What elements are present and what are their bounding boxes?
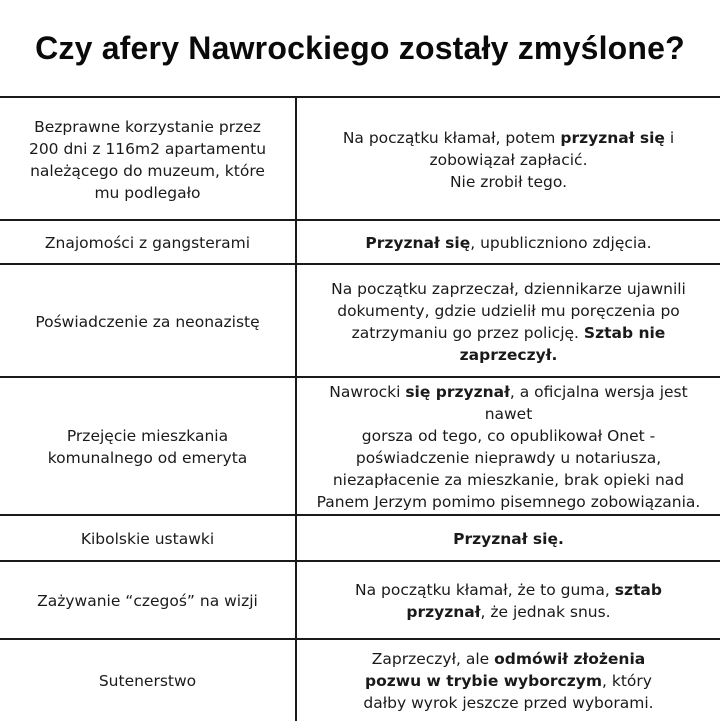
response-text: Na początku zaprzeczał, dziennikarze ujawnili (331, 279, 686, 298)
emphasis-text: Przyznał się (365, 234, 471, 252)
topic-cell (0, 562, 295, 640)
response-text: Na początku kłamał, potem (342, 128, 561, 147)
response-text: gorsza od tego, co opublikował Onet - (361, 427, 656, 445)
topic-line: Bezprawne korzystanie przez (34, 117, 261, 136)
response-line (363, 670, 653, 692)
emphasis-text: przyznał się (560, 128, 665, 147)
response-text: poświadczenie nieprawdy u notariusza, (355, 449, 662, 467)
response-text: Nawrocki (329, 383, 406, 401)
response-text: Na początku kłamał, że to guma, (355, 581, 615, 599)
response-cell (297, 98, 720, 221)
emphasis-text: odmówił złożenia (494, 649, 646, 668)
response-line (307, 447, 710, 469)
topic-line: Przejęcie mieszkania (66, 427, 229, 445)
topic-cell (0, 265, 295, 378)
topic-line: Kibolskie ustawki (80, 530, 215, 548)
topic-line: Zażywanie “czegoś” na wizji (37, 592, 258, 610)
response-line (307, 322, 710, 366)
response-cell (297, 640, 720, 721)
topic-line: należącego do muzeum, które (30, 161, 265, 180)
response-line (355, 579, 662, 601)
response-line (307, 300, 710, 322)
topic-cell (0, 98, 295, 221)
response-cell (297, 265, 720, 378)
topic-cell (0, 516, 295, 562)
response-text: i (664, 128, 675, 147)
topic-line: 200 dni z 116m2 apartamentu (28, 139, 267, 158)
response-text: zobowiązał zapłacić. (429, 150, 588, 169)
topic-cell (0, 221, 295, 265)
response-line (307, 381, 710, 425)
emphasis-text: Sztab nie zaprzeczył. (459, 323, 666, 364)
response-line (343, 171, 674, 193)
response-line (307, 469, 710, 491)
response-cell (297, 562, 720, 640)
response-text: Nie zrobił tego. (449, 172, 568, 191)
topic-cell (0, 640, 295, 721)
response-text: , a oficjalna wersja jest nawet (484, 383, 688, 423)
response-line (365, 232, 651, 254)
response-line (363, 648, 653, 670)
response-line (363, 692, 653, 714)
response-line (453, 528, 564, 550)
response-text: , który (602, 671, 652, 690)
emphasis-text: sztab (614, 581, 662, 599)
response-line (355, 601, 662, 623)
page-title: Czy afery Nawrockiego zostały zmyślone? (35, 29, 685, 66)
emphasis-text: przyznał (406, 603, 481, 621)
emphasis-text: Przyznał się. (453, 530, 564, 548)
response-text: dałby wyrok jeszcze przed wyborami. (363, 693, 654, 712)
response-text: dokumenty, gdzie udzielił mu poręczenia po (337, 301, 680, 320)
response-text: niezapłacenie za mieszkanie, brak opieki nad (332, 471, 685, 489)
response-cell (297, 221, 720, 265)
emphasis-text: się przyznał (405, 383, 510, 401)
topic-line: komunalnego od emeryta (47, 449, 248, 467)
response-line (307, 425, 710, 447)
topic-line: Sutenerstwo (98, 671, 197, 690)
topic-line: Poświadczenie za neonazistę (35, 312, 260, 331)
topic-line: mu podlegało (94, 183, 201, 202)
topic-line: Znajomości z gangsterami (44, 234, 251, 252)
response-line (343, 127, 674, 149)
response-text: , że jednak snus. (480, 603, 611, 621)
emphasis-text: pozwu w trybie wyborczym (365, 671, 603, 690)
response-text: Zaprzeczył, ale (371, 649, 495, 668)
response-line (343, 149, 674, 171)
response-cell (297, 378, 720, 516)
response-text: , upubliczniono zdjęcia. (470, 234, 652, 252)
response-line (307, 491, 710, 513)
response-text: zatrzymaniu go przez policję. (351, 323, 584, 342)
response-text: Panem Jerzym pomimo pisemnego zobowiązania. (316, 493, 701, 511)
response-cell (297, 516, 720, 562)
topic-cell (0, 378, 295, 516)
response-line (307, 278, 710, 300)
